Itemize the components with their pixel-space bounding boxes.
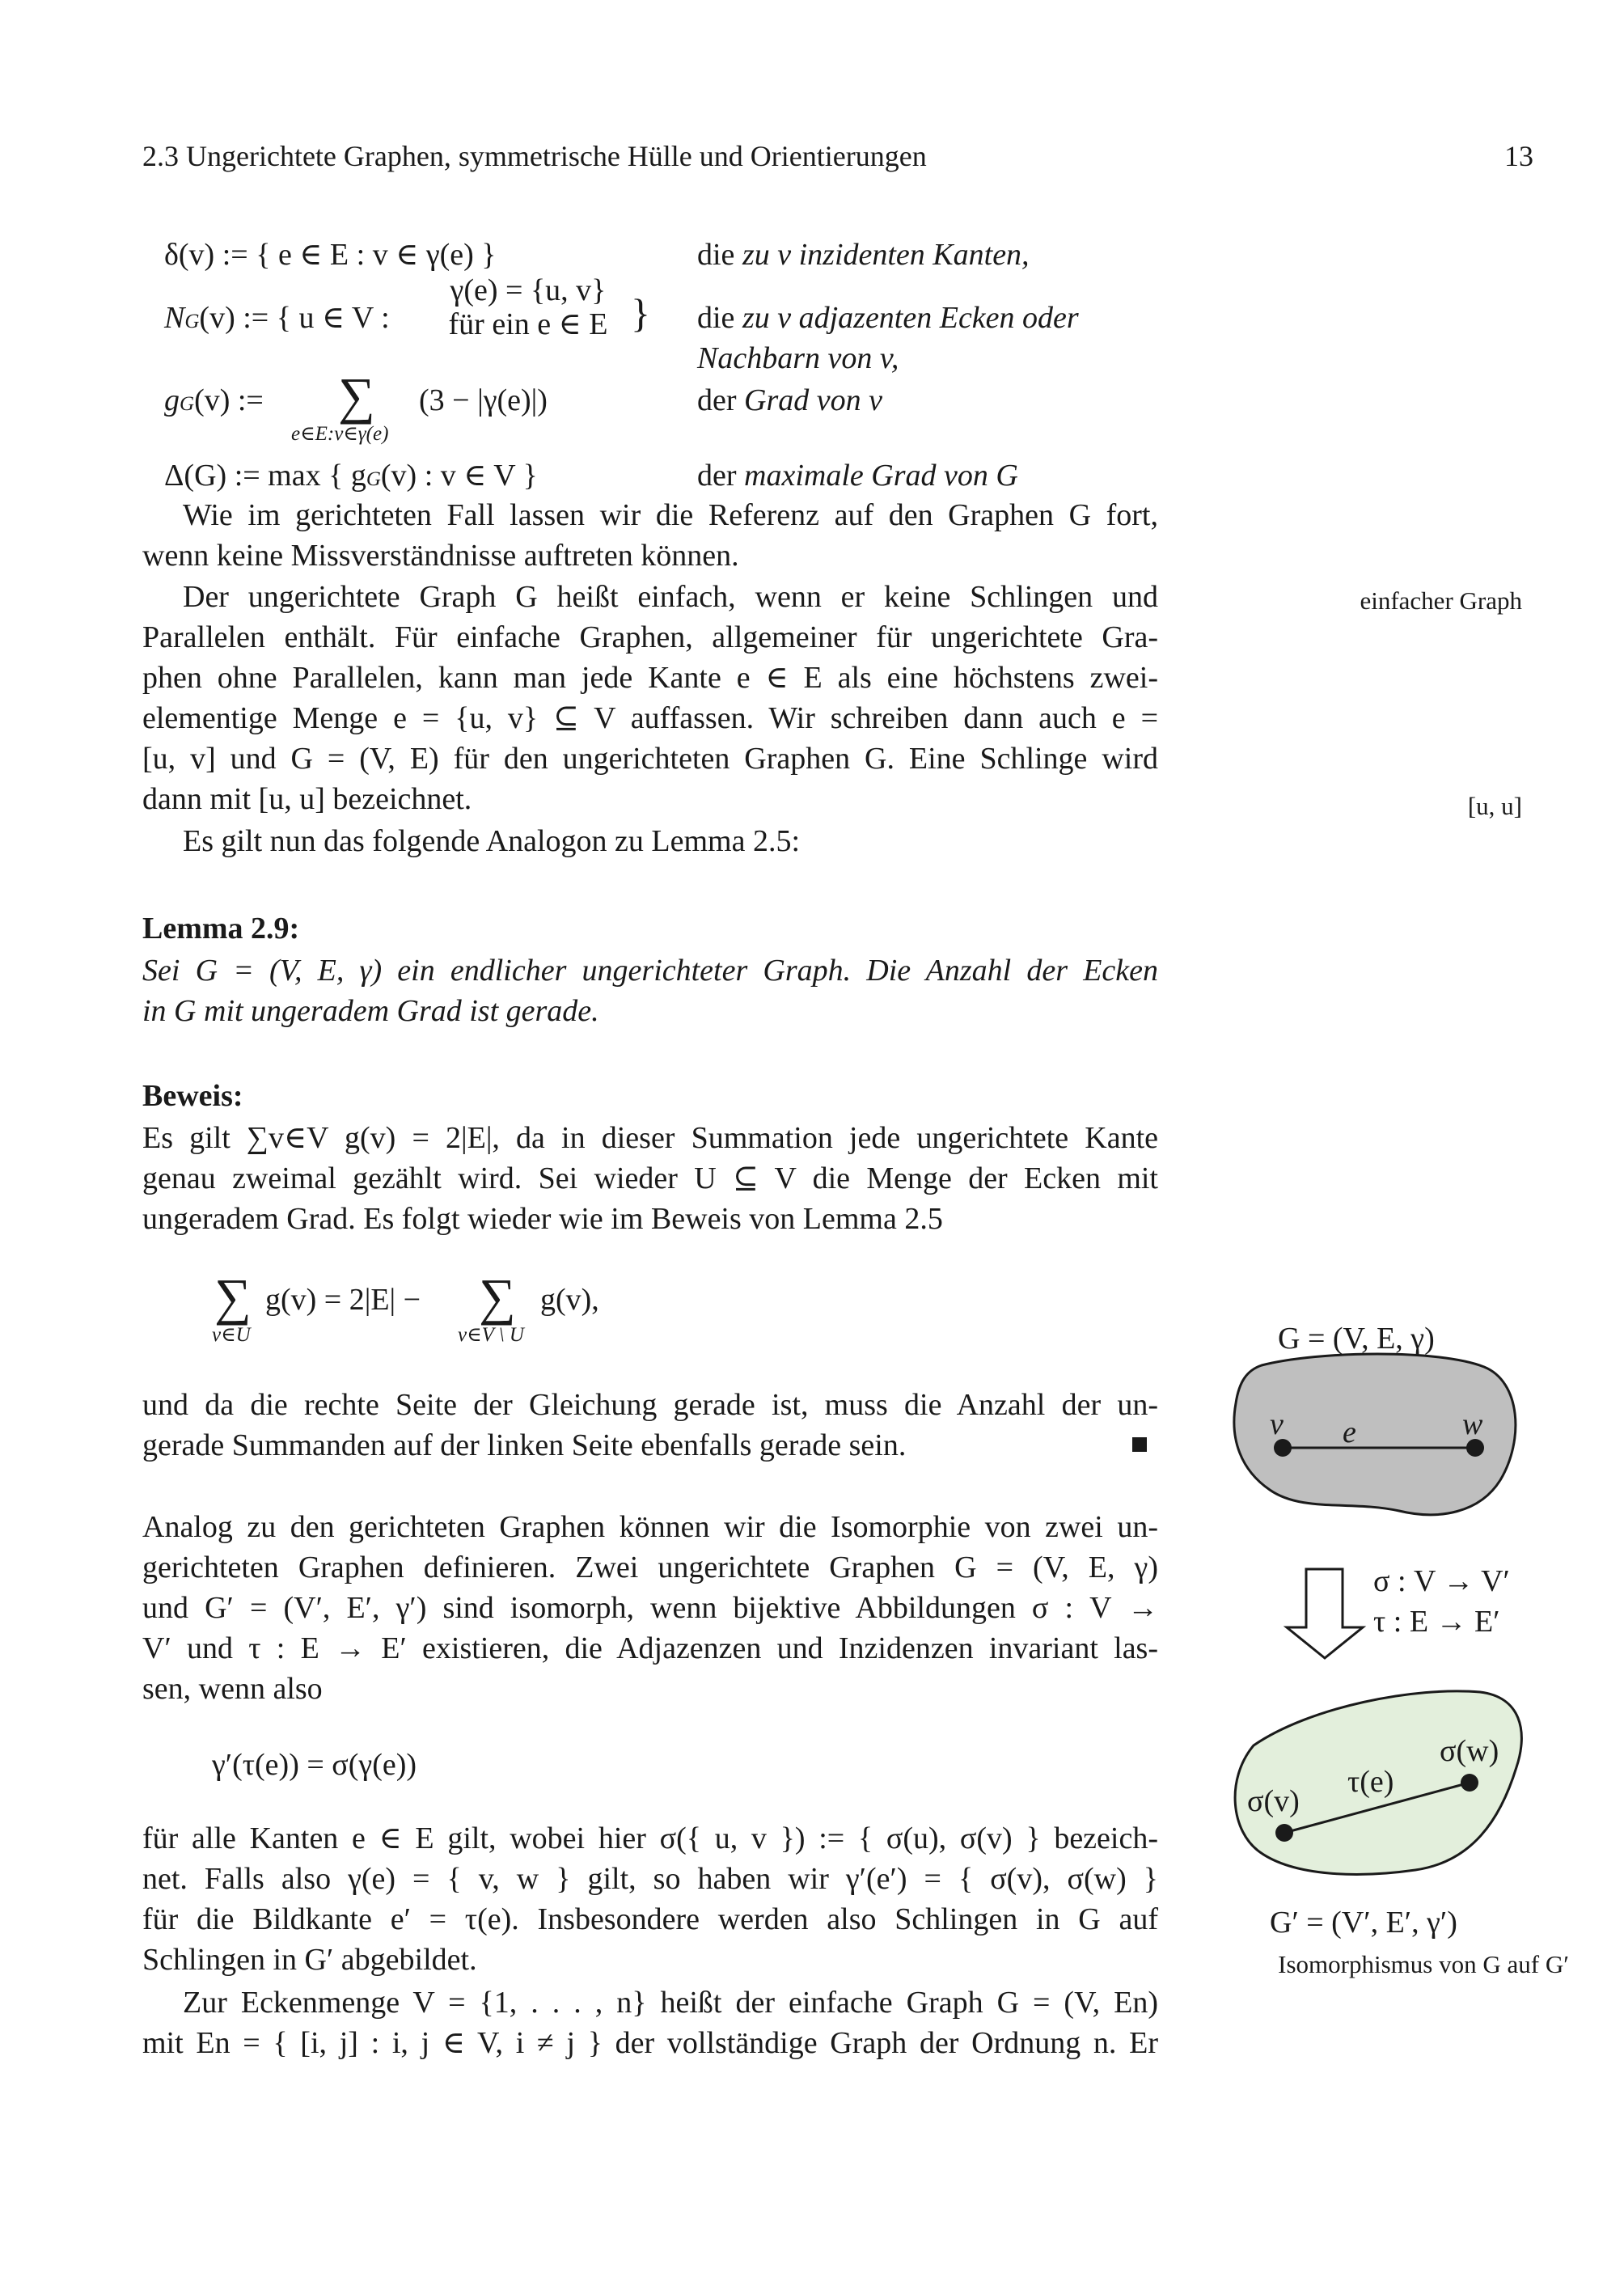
- def-maxdegree: Δ(G) := max { gG(v) : v ∈ V }: [164, 459, 538, 493]
- eq-right: g(v),: [540, 1283, 599, 1317]
- paragraph-iso-after: für alle Kanten e ∈ E gilt, wobei hier σ({ u, v }) := { σ(u), σ(v) } bezeich- net. Falls also γ(e) = { v, w } gilt, so haben wir γ′(e′) = { σ(v), σ(w) } für die Bildkante e′ = τ(e). Insbesondere werden also Schlingen in G auf Schlingen in G′ abgebildet.: [142, 1821, 1158, 1977]
- figure-label-tau-e: τ(e): [1347, 1765, 1394, 1799]
- proof-text: Es gilt ∑v∈V g(v) = 2|E|, da in dieser Summation jede ungerichtete Kante genau zweimal gezählt wird. Sei wieder U ⊆ V die Menge der Ecken mit ungeradem Grad. Es folgt wieder wie im Beweis von Lemma 2.5: [142, 1121, 1158, 1236]
- paragraph-isomorphism: Analog zu den gerichteten Graphen können wir die Isomorphie von zwei un- gerichteten Graphen definieren. Zwei ungerichtete Graphen G = (V, E, γ) und G′ = (V′, E′, γ′) sind isomorph, wenn bijektive Abbildungen σ : V → V′ und τ : E → E′ existieren, die Adjazenzen und Inzidenzen invariant las- sen, wenn also: [142, 1510, 1158, 1706]
- eq-sum-left: ∑: [214, 1268, 252, 1326]
- def-maxdegree-desc: der maximale Grad von G: [697, 459, 1018, 493]
- def-ng-close-brace: }: [631, 290, 650, 336]
- figure-label-e: e: [1343, 1415, 1356, 1449]
- figure-label-sigma-v: σ(v): [1247, 1784, 1300, 1818]
- page-number: 13: [1504, 140, 1533, 172]
- isomorphism-figure: [1197, 1318, 1569, 2006]
- paragraph-analogon: Es gilt nun das folgende Analogon zu Lemma 2.5:: [183, 824, 801, 858]
- def-ng: NG(v) := { u ∈ V :: [164, 301, 390, 335]
- proof-conclusion: und da die rechte Seite der Gleichung gerade ist, muss die Anzahl der un- gerade Summanden auf der linken Seite ebenfalls gerade sein.: [142, 1388, 1158, 1462]
- margin-note-simple-graph: einfacher Graph: [1360, 586, 1522, 615]
- paragraph-reference: Wie im gerichteten Fall lassen wir die Referenz auf den Graphen G fort, wenn keine Missverständnisse auftreten können.: [142, 498, 1158, 573]
- figure-label-g: G = (V, E, γ): [1278, 1322, 1435, 1356]
- margin-note-loop: [u, u]: [1467, 792, 1522, 820]
- figure-caption: Isomorphismus von G auf G′: [1278, 1950, 1569, 1978]
- figure-map-sigma: σ : V → V′: [1373, 1564, 1510, 1598]
- down-arrow-icon: [1287, 1569, 1363, 1658]
- def-delta: δ(v) := { e ∈ E : v ∈ γ(e) }: [164, 238, 497, 272]
- def-ng-desc: die zu v adjazenten Ecken oder: [697, 301, 1079, 335]
- figure-label-gprime: G′ = (V′, E′, γ′): [1270, 1906, 1457, 1940]
- figure-map-tau: τ : E → E′: [1373, 1605, 1500, 1639]
- def-delta-desc: die zu v inzidenten Kanten,: [697, 238, 1030, 272]
- lemma-title: Lemma 2.9:: [142, 912, 300, 946]
- vertex-sigma-v: [1275, 1824, 1293, 1842]
- eq-left: g(v) = 2|E| −: [265, 1283, 421, 1317]
- eq-sum-right: ∑: [479, 1268, 516, 1326]
- proof-title: Beweis:: [142, 1079, 243, 1113]
- paragraph-simple-graph: Der ungerichtete Graph G heißt einfach, wenn er keine Schlingen und Parallelen enthält. Für einfache Graphen, allgemeiner für ungerichtete Gra- phen ohne Parallelen, kann man jede Kante e ∈ E als eine höchstens zwei- elementige Menge e = {u, v} ⊆ V auffassen. Wir schreiben dann auch e = [u, v] und G = (V, E) für den ungerichteten Graphen G. Eine Schlinge wird dann mit [u, u] bezeichnet.: [142, 580, 1158, 816]
- def-degree: gG(v) :=: [164, 383, 264, 417]
- eq-sum-right-sub: v∈V \ U: [458, 1324, 524, 1346]
- eq-sum-left-sub: v∈U: [212, 1324, 251, 1346]
- lemma-statement: Sei G = (V, E, γ) ein endlicher ungerichteter Graph. Die Anzahl der Ecken in G mit ungeradem Grad ist gerade.: [142, 954, 1158, 1028]
- def-degree-rhs: (3 − |γ(e)|): [419, 383, 548, 417]
- sum-subscript: e∈E:v∈γ(e): [291, 423, 389, 445]
- def-ng-condition: γ(e) = {u, v} für ein e ∈ E: [448, 273, 608, 341]
- sum-symbol: ∑: [338, 367, 375, 425]
- paragraph-complete-graph: Zur Eckenmenge V = {1, . . . , n} heißt der einfache Graph G = (V, En) mit En = { [i, j] : i, j ∈ V, i ≠ j } der vollständige Graph der Ordnung n. Er: [142, 1986, 1158, 2060]
- vertex-sigma-w: [1461, 1774, 1478, 1792]
- def-degree-desc: der Grad von v: [697, 383, 882, 417]
- figure-label-sigma-w: σ(w): [1440, 1734, 1499, 1768]
- qed-square-icon: [1132, 1437, 1147, 1452]
- def-ng-desc-2: Nachbarn von v,: [697, 341, 899, 375]
- iso-equation: γ′(τ(e)) = σ(γ(e)): [212, 1748, 417, 1782]
- figure-label-v: v: [1270, 1407, 1284, 1441]
- running-header: 2.3 Ungerichtete Graphen, symmetrische Hülle und Orientierungen: [142, 140, 927, 172]
- figure-label-w: w: [1462, 1407, 1483, 1441]
